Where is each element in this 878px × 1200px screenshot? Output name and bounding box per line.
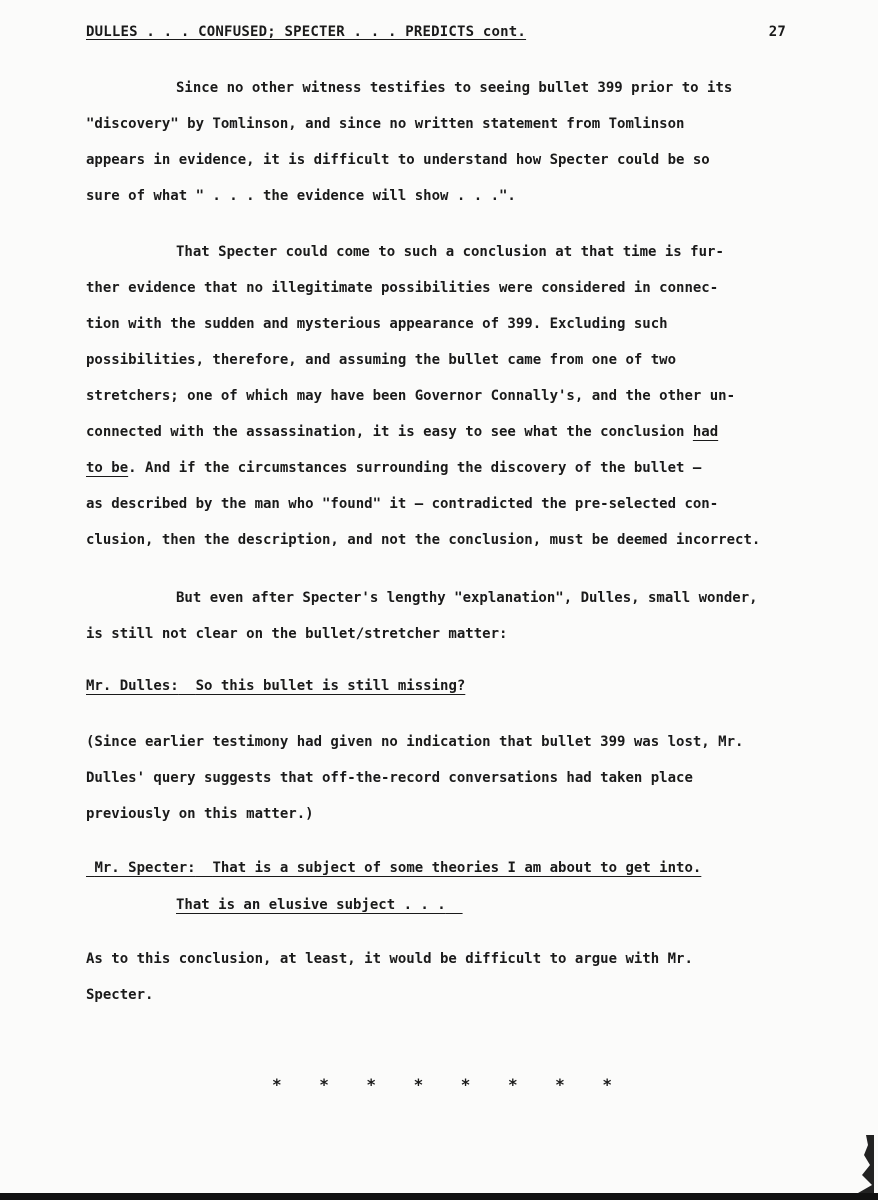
dulles-quote [86,678,465,694]
text-line: is still not clear on the bullet/stretcher matter: [86,626,508,642]
separator-star: * [366,1075,377,1094]
speaker-label: Mr. Dulles: So this bullet is still missing? [86,678,466,694]
text-line: as described by the man who "found" it — contradicted the pre-selected con- [86,496,719,512]
text-run: connected with the assassination, it is easy to see what the conclusion [86,424,693,440]
text-line: That Specter could come to such a conclusion at that time is fur- [176,244,724,260]
underlined-text: had [692,424,719,440]
text-line: Since no other witness testifies to seeing bullet 399 prior to its [176,80,733,96]
text-line: Specter. [86,987,154,1003]
separator-star: * [602,1075,612,1094]
separator-star: * [555,1075,565,1094]
text-line [86,414,811,450]
text-line: ther evidence that no illegitimate possibilities were considered in connec- [86,280,719,296]
text-line: But even after Specter's lengthy "explanation", Dulles, small wonder, [176,590,758,606]
page-number: 27 [768,24,786,40]
separator-star: * [460,1075,471,1094]
text-line: (Since earlier testimony had given no indication that bullet 399 was lost, Mr. [86,734,744,750]
text-line: sure of what " . . . the evidence will show . . .". [86,188,516,204]
text-line: tion with the sudden and mysterious appearance of 399. Excluding such [86,316,668,332]
specter-quote-line-1 [86,860,701,876]
scan-corner-mark [852,1135,874,1193]
separator-star: * [272,1075,282,1094]
text-line: "discovery" by Tomlinson, and since no written statement from Tomlinson [86,116,685,132]
text-line: stretchers; one of which may have been Governor Connally's, and the other un- [86,388,736,404]
text-line: Dulles' query suggests that off-the-record conversations had taken place [86,770,693,786]
scan-bottom-edge [0,1193,878,1200]
paragraph-2 [86,234,811,558]
text-line: appears in evidence, it is difficult to understand how Specter could be so [86,152,710,168]
text-line: possibilities, therefore, and assuming the bullet came from one of two [86,352,677,368]
speaker-label: Mr. Specter: That is a subject of some theories I am about to get into. [94,860,702,876]
quote-text: That is a subject of some theories I am about to get into. [212,860,702,876]
text-line: clusion, then the description, and not the conclusion, must be deemed incorrect. [86,532,761,548]
paragraph-1 [86,70,811,214]
running-title: DULLES . . . CONFUSED; SPECTER . . . PREDICTS cont. [86,24,527,40]
text-line [86,450,811,486]
paragraph-5 [86,941,811,1013]
page-header [86,24,786,40]
quote-text: So this bullet is still missing? [195,678,466,694]
paragraph-4 [86,724,811,832]
quote-text: That is an elusive subject . . . [176,897,446,913]
specter-quote-line-2 [176,897,463,913]
paragraph-3 [86,580,811,652]
text-run: . And if the circumstances surrounding the discovery of the bullet — [128,460,702,476]
text-line: As to this conclusion, at least, it would be difficult to argue with Mr. [86,951,693,967]
separator-star: * [319,1075,329,1094]
underlined-text: to be [86,460,129,476]
section-separator [272,1075,612,1094]
text-line: previously on this matter.) [86,806,314,822]
separator-star: * [507,1075,518,1094]
separator-star: * [413,1075,424,1094]
